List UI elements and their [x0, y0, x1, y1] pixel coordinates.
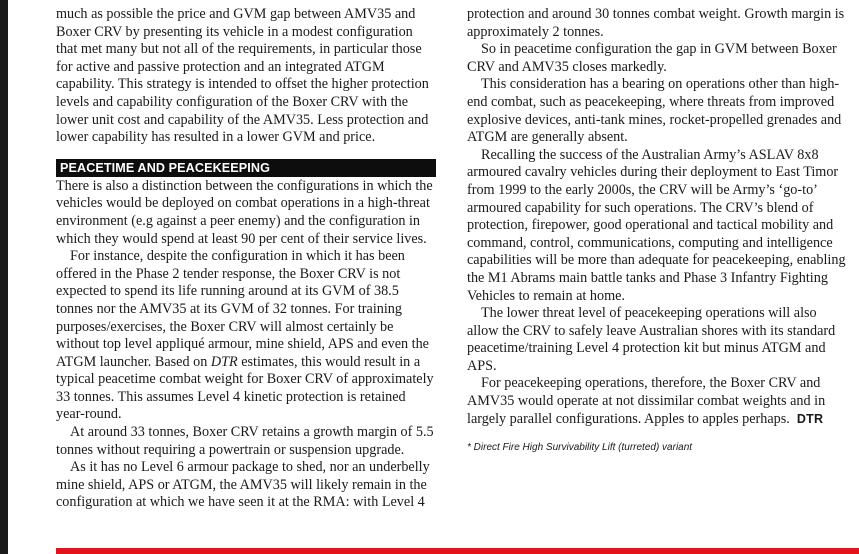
left-column	[56, 6, 436, 512]
right-column	[467, 6, 849, 454]
intro-paragraph: much as possible the price and GVM gap between AMV35 and Boxer CRV by presenting its vehicle in a modest configuration that met many but not all of the requirements, in particular those for active and passive protection and an integrated ATGM capability. This strategy is intended to offset the higher protection levels and capability configuration of the Boxer CRV with the lower unit cost and capability of the AMV35. Less protection and lower capability has resulted in a lower GVM and price.	[56, 6, 429, 146]
body-paragraph: The lower threat level of peacekeeping operations will also allow the CRV to safely leave Australian shores with its standard peacetime/training Level 4 protection kit but minus ATGM and APS.	[467, 305, 836, 374]
body-paragraph: protection and around 30 tonnes combat weight. Growth margin is approximately 2 tonnes.	[467, 6, 845, 40]
closing-paragraph: For peacekeeping operations, therefore, the Boxer CRV and AMV35 would operate at not dissimilar combat weights and in largely parallel configurations. Apples to apples perhaps. DTR	[467, 375, 826, 427]
bottom-rule	[56, 548, 859, 554]
footnote: * Direct Fire High Survivability Lift (turreted) variant	[467, 442, 693, 454]
body-paragraph: As it has no Level 6 armour package to shed, nor an underbelly mine shield, APS or ATGM, the AMV35 will likely remain in the configuration at which we have seen it at the RMA: with Level 4	[56, 459, 430, 511]
page-edge-bar	[0, 0, 8, 554]
publication-name: DTR	[210, 353, 238, 370]
body-paragraph: There is also a distinction between the configurations in which the vehicles would be deployed on combat operations in a high-threat environment (e.g against a peer enemy) and the configuration in which they would spend at least 90 per cent of their service lives.	[56, 177, 433, 247]
body-paragraph: At around 33 tonnes, Boxer CRV retains a growth margin of 5.5 tonnes without requiring a powertrain or suspension upgrade.	[56, 424, 434, 458]
section-heading: PEACETIME AND PEACEKEEPING	[56, 159, 436, 177]
body-paragraph: Recalling the success of the Australian Army’s ASLAV 8x8 armoured cavalry vehicles during their deployment to East Timor from 1999 to the early 2000s, the CRV will be Army’s ‘go-to’ armoured capability for such operations. The CRV’s blend of protection, firepower, good operational and tactical mobility and command, control, communications, computing and intelligence capabilities will be more than adequate for peacekeeping, enabling the M1 Abrams main battle tanks and Phase 3 Infantry Fighting Vehicles to remain at home.	[467, 146, 846, 304]
body-paragraph: For instance, despite the configuration in which it has been offered in the Phase 2 tender response, the Boxer CRV is not expected to spend its life running around at its GVM of 38.5 tonnes nor the AMV35 at its GVM of 32 tonnes. For training purposes/exercises, the Boxer CRV will almost certainly be without top level appliqué armour, mine shield, APS and even the ATGM launcher. Based on DTR estimates, this would result in a typical peacetime combat weight for Boxer CRV of approximately 33 tonnes. This assumes Level 4 kinetic protection is retained year-round.	[56, 248, 434, 423]
body-paragraph: This consideration has a bearing on operations other than high-end combat, such as peacekeeping, where threats from improved explosive devices, anti-tank mines, rocket-propelled grenades and ATGM are generally absent.	[467, 76, 842, 146]
end-mark: DTR	[796, 411, 824, 426]
body-paragraph: So in peacetime configuration the gap in GVM between Boxer CRV and AMV35 closes markedly.	[467, 41, 837, 75]
